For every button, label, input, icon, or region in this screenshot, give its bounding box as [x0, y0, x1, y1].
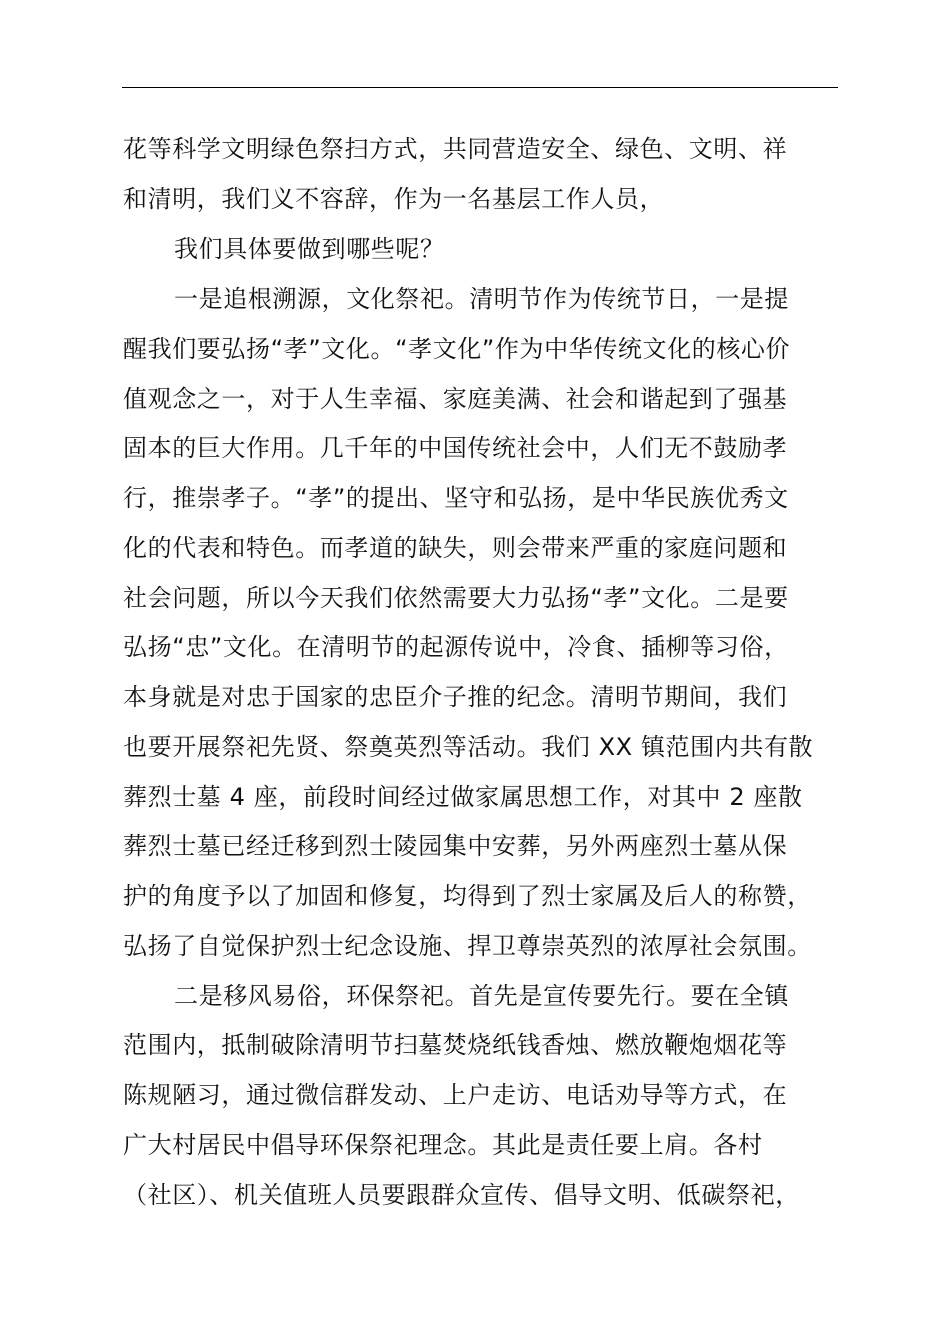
text-line: 化的代表和特色。而孝道的缺失，则会带来严重的家庭问题和 — [123, 534, 788, 562]
text-line: 行，推崇孝子。“孝”的提出、坚守和弘扬，是中华民族优秀文 — [123, 484, 789, 512]
text-line: 固本的巨大作用。几千年的中国传统社会中，人们无不鼓励孝 — [123, 434, 788, 462]
text-line: 弘扬了自觉保护烈士纪念设施、捍卫尊崇英烈的浓厚社会氛围。 — [123, 932, 812, 960]
text-line: 一是追根溯源，文化祭祀。清明节作为传统节日，一是提 — [174, 285, 789, 313]
text-line: （社区）、机关值班人员要跟群众宣传、倡导文明、低碳祭祀， — [123, 1181, 800, 1209]
text-line: 葬烈士墓已经迁移到烈士陵园集中安葬，另外两座烈士墓从保 — [123, 832, 788, 860]
text-line: 弘扬“忠”文化。在清明节的起源传说中，冷食、插柳等习俗， — [123, 633, 789, 661]
text-line: 护的角度予以了加固和修复，均得到了烈士家属及后人的称赞， — [123, 882, 812, 910]
text-line: 醒我们要弘扬“孝”文化。“孝文化”作为中华传统文化的核心价 — [123, 335, 791, 363]
text-line: 也要开展祭祀先贤、祭奠英烈等活动。我们 XX 镇范围内共有散 — [123, 733, 814, 761]
text-line: 花等科学文明绿色祭扫方式，共同营造安全、绿色、文明、祥 — [123, 135, 788, 163]
text-line: 二是移风易俗，环保祭祀。首先是宣传要先行。要在全镇 — [174, 982, 789, 1010]
text-line: 范围内，抵制破除清明节扫墓焚烧纸钱香烛、燃放鞭炮烟花等 — [123, 1031, 788, 1059]
text-line: 陈规陋习，通过微信群发动、上户走访、电话劝导等方式，在 — [123, 1081, 788, 1109]
text-line: 我们具体要做到哪些呢？ — [174, 235, 445, 263]
text-line: 值观念之一，对于人生幸福、家庭美满、社会和谐起到了强基 — [123, 385, 788, 413]
text-line: 社会问题，所以今天我们依然需要大力弘扬“孝”文化。二是要 — [123, 584, 789, 612]
text-line: 本身就是对忠于国家的忠臣介子推的纪念。清明节期间，我们 — [123, 683, 788, 711]
text-line: 葬烈士墓 4 座，前段时间经过做家属思想工作，对其中 2 座散 — [123, 783, 803, 811]
text-line: 广大村居民中倡导环保祭祀理念。其此是责任要上肩。各村 — [123, 1131, 763, 1159]
header-rule — [122, 87, 838, 88]
text-line: 和清明，我们义不容辞，作为一名基层工作人员， — [123, 185, 665, 213]
